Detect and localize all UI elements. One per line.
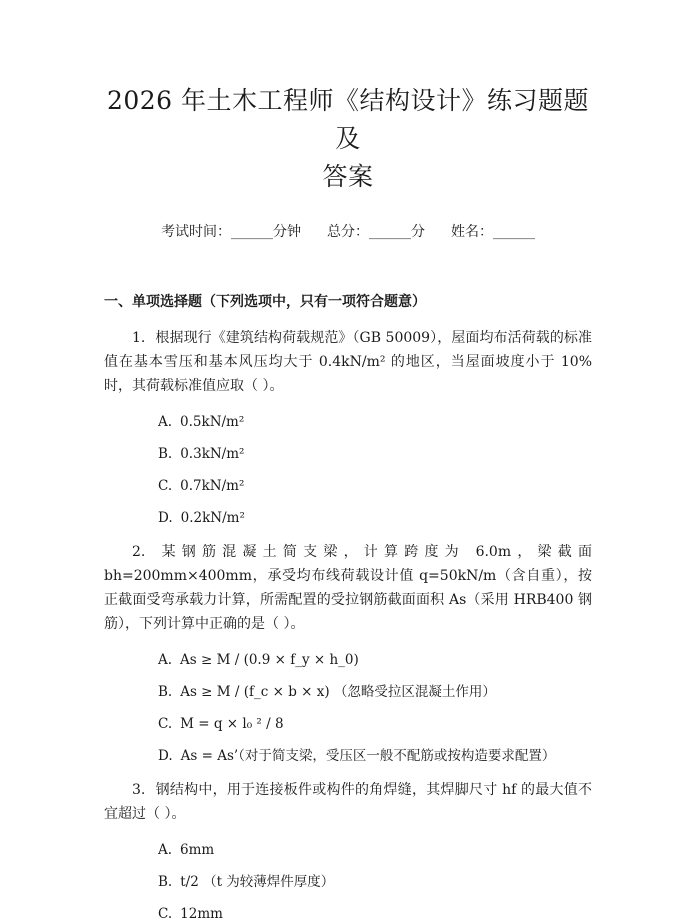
option-item (158, 412, 592, 432)
question-block (104, 778, 592, 924)
option-list (104, 650, 592, 766)
option-item (158, 444, 592, 464)
option-letter: A. (158, 414, 173, 430)
question-text (104, 778, 592, 826)
option-item (158, 840, 592, 860)
option-list (104, 840, 592, 924)
option-text: t/2 （t 为较薄焊件厚度） (180, 874, 335, 890)
question-text (104, 326, 592, 398)
title-line-2: 答案 (322, 162, 374, 191)
question-number: 3. (132, 782, 146, 798)
question-stem: 根据现行《建筑结构荷载规范》（GB 50009），屋面均布活荷载的标准值在基本雪压和基本风压均大于 0.4kN/m² 的地区，当屋面坡度小于 10%时，其荷载标准值应取（ ）。 (104, 330, 592, 394)
option-letter: B. (158, 874, 173, 890)
option-letter: D. (158, 748, 173, 764)
option-item (158, 508, 592, 528)
title-line-1: 2026 年土木工程师《结构设计》练习题题及 (106, 86, 590, 153)
option-letter: B. (158, 446, 173, 462)
option-text: 0.3kN/m² (180, 446, 245, 462)
option-text: 0.5kN/m² (180, 414, 245, 430)
option-text: As = As’（对于简支梁，受压区一般不配筋或按构造要求配置） (180, 748, 556, 764)
question-stem: 某钢筋混凝土简支梁，计算跨度为 6.0m，梁截面 bh=200mm×400mm，承受均布线荷载设计值 q=50kN/m（含自重），按正截面受弯承载力计算，所需配置的受拉钢筋截面面积 As（采用 HRB400 钢筋），下列计算中正确的是（ ）。 (104, 544, 592, 632)
question-block (104, 540, 592, 766)
option-item (158, 714, 592, 734)
option-text: M = q × l₀ ² / 8 (180, 716, 284, 732)
question-number: 1. (132, 330, 146, 346)
option-item (158, 904, 592, 924)
exam-time-label: 考试时间：______分钟 (161, 224, 301, 240)
document-title (104, 0, 592, 196)
option-text: 12mm (180, 906, 223, 922)
option-letter: A. (158, 652, 173, 668)
total-score-label: 总分：______分 (327, 224, 425, 240)
exam-info-line (104, 222, 592, 242)
option-item (158, 682, 592, 702)
option-text: As ≥ M / (f_c × b × x) （忽略受拉区混凝土作用） (180, 684, 496, 700)
option-letter: C. (158, 478, 173, 494)
option-item (158, 476, 592, 496)
name-label: 姓名：______ (451, 224, 535, 240)
option-letter: C. (158, 716, 173, 732)
option-item (158, 746, 592, 766)
option-text: 6mm (180, 842, 215, 858)
option-text: As ≥ M / (0.9 × f_y × h_0) (180, 652, 359, 668)
option-letter: C. (158, 906, 173, 922)
option-letter: A. (158, 842, 173, 858)
option-letter: B. (158, 684, 173, 700)
option-text: 0.7kN/m² (180, 478, 245, 494)
question-block (104, 326, 592, 528)
question-stem: 钢结构中，用于连接板件或构件的角焊缝，其焊脚尺寸 hf 的最大值不宜超过（ ）。 (104, 782, 592, 822)
question-text (104, 540, 592, 636)
option-item (158, 872, 592, 892)
option-list (104, 412, 592, 528)
option-text: 0.2kN/m² (180, 510, 245, 526)
option-letter: D. (158, 510, 173, 526)
section-heading: 一、单项选择题（下列选项中，只有一项符合题意） (104, 294, 426, 310)
question-number: 2. (132, 544, 146, 560)
option-item (158, 650, 592, 670)
